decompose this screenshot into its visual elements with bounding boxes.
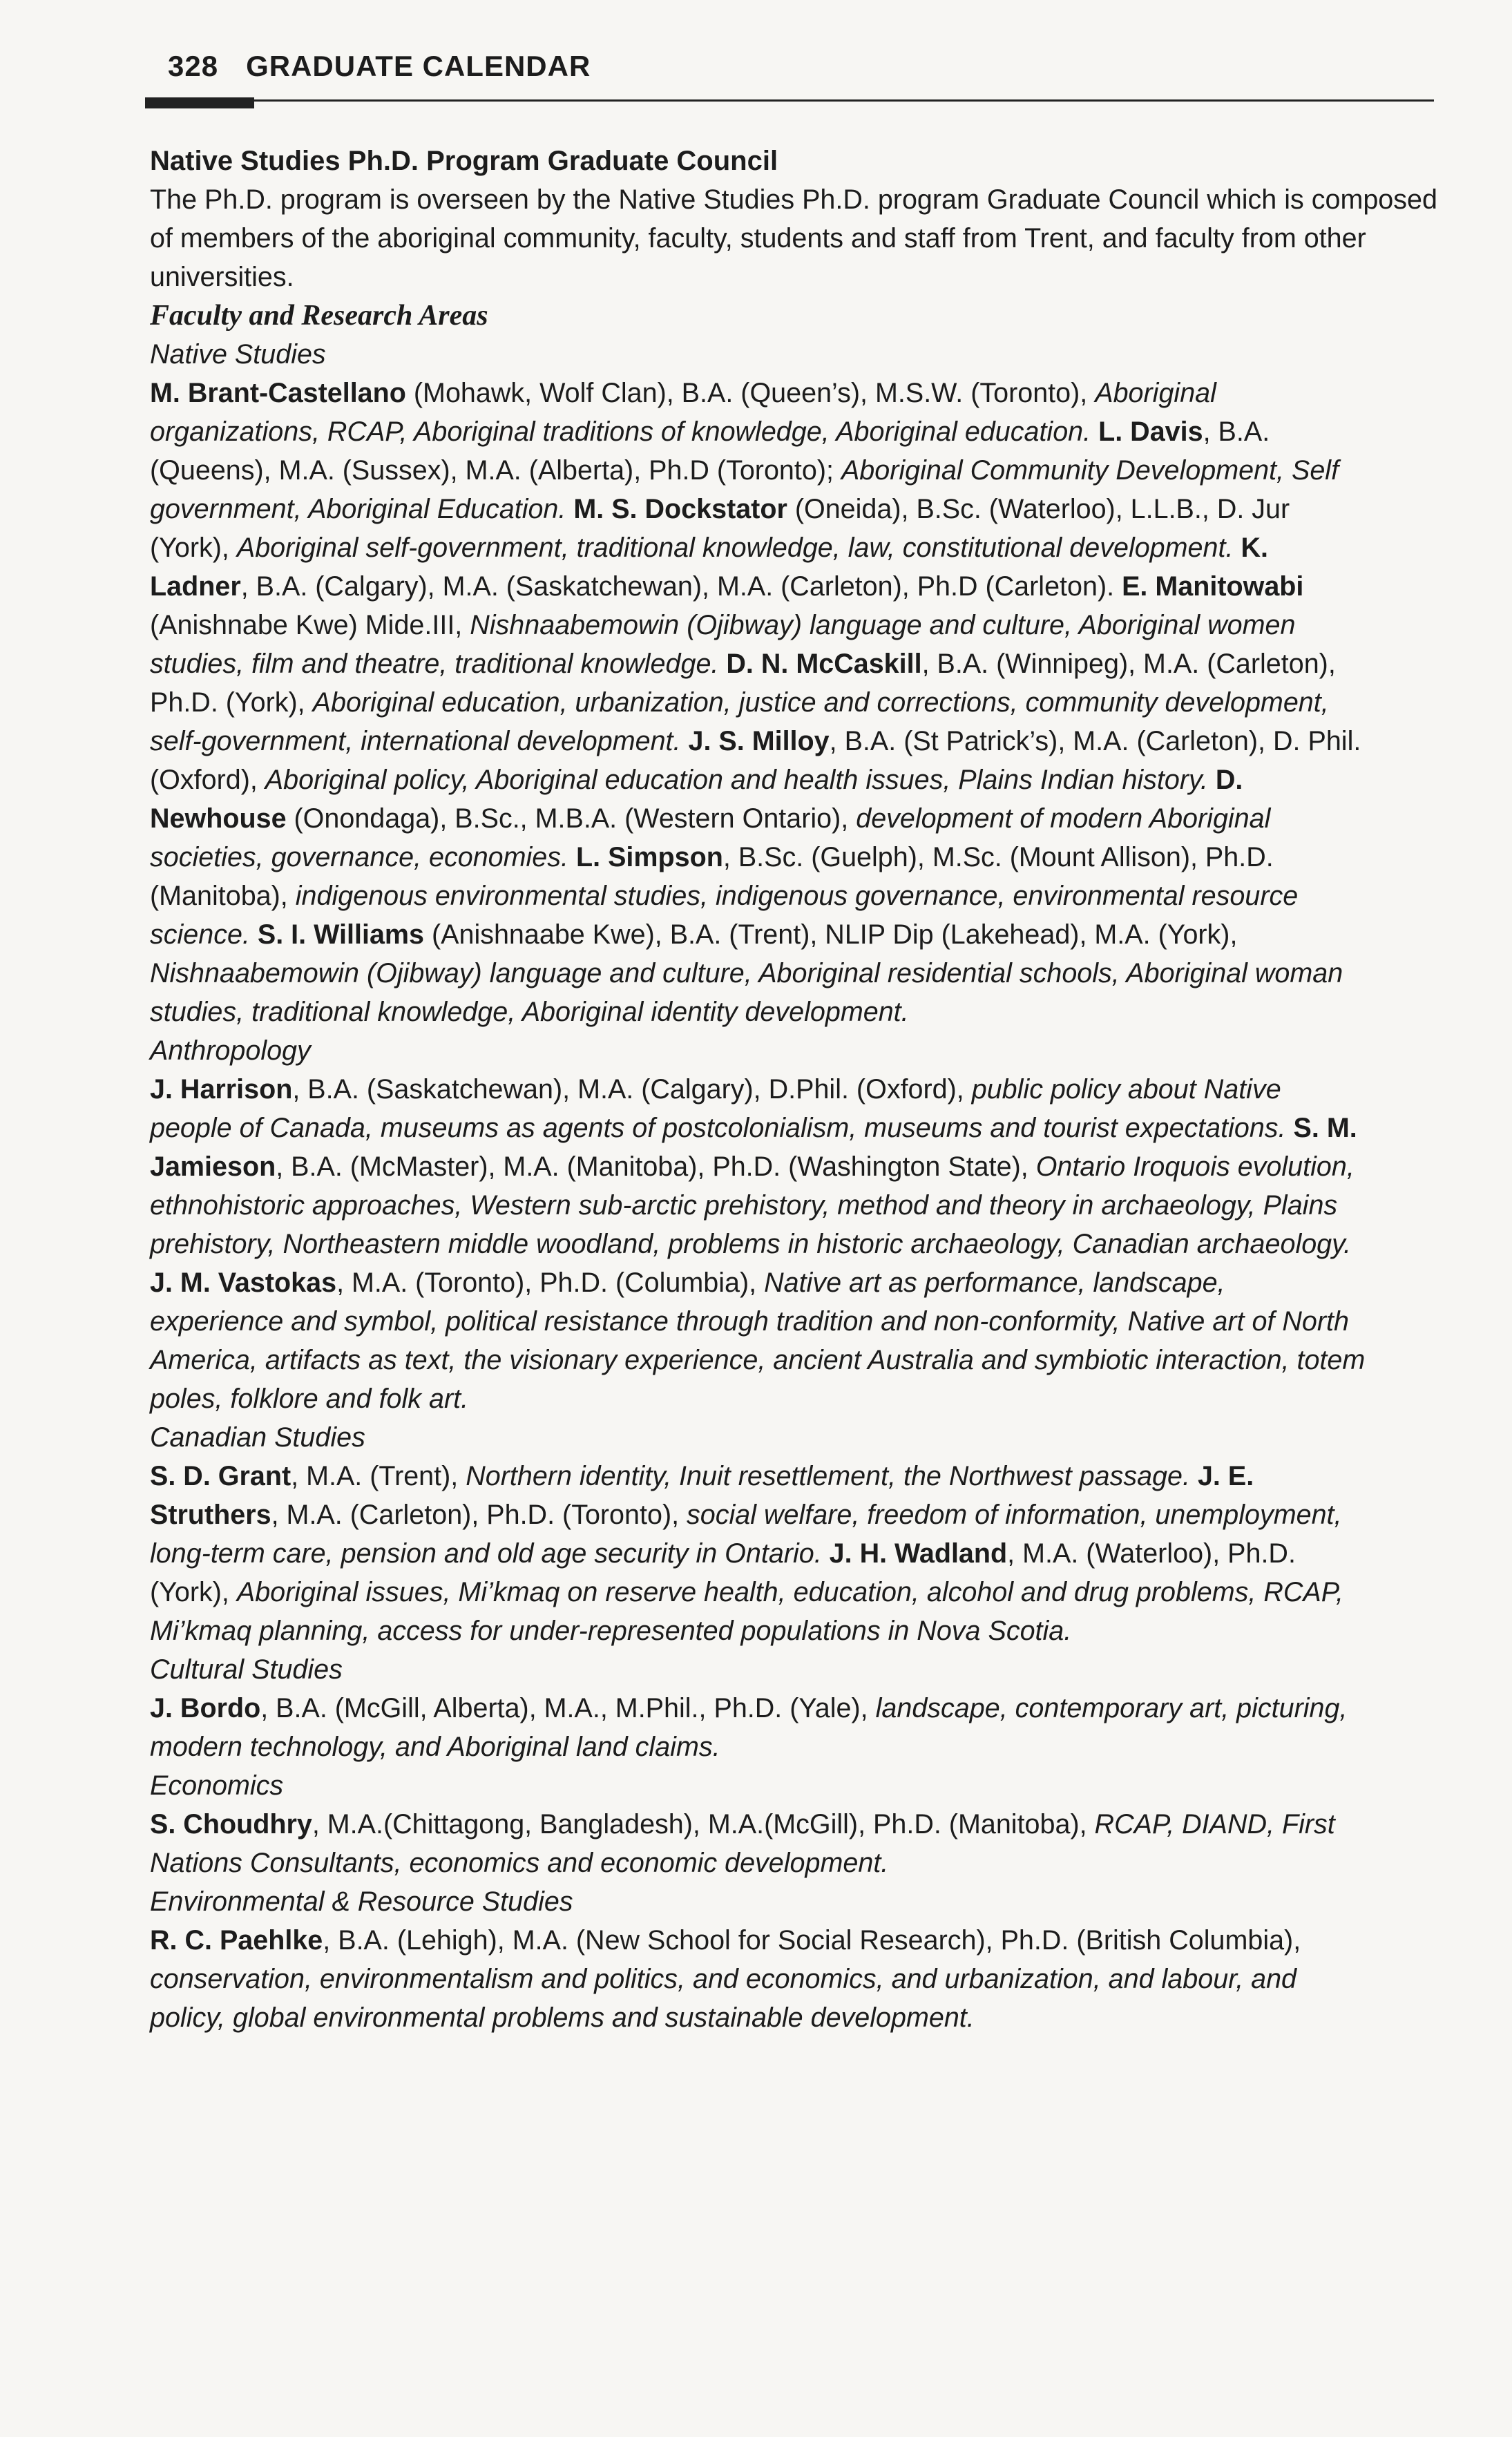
- faculty-interests: Aboriginal issues, Mi’kmaq on reserve health, education, alcohol and drug problems, RCAP, Mi’kmaq planning, access for under-represented populations in Nova Scotia.: [150, 1577, 1343, 1646]
- faculty-interests: Aboriginal organizations, RCAP, Aboriginal traditions of knowledge, Aboriginal education.: [150, 378, 1216, 447]
- faculty-interests: Nishnaabemowin (Ojibway) language and culture, Aboriginal residential schools, Aboriginal woman studies, traditional knowledge, Aboriginal identity development.: [150, 958, 1343, 1027]
- faculty-credentials: , B.A. (Winnipeg), M.A. (Carleton), Ph.D. (York),: [150, 649, 1336, 718]
- faculty-credentials: , M.A. (Trent),: [291, 1461, 466, 1491]
- faculty-name: E. Manitowabi: [1122, 571, 1304, 602]
- faculty-entry: [150, 919, 1343, 1027]
- faculty-name: J. H. Wadland: [829, 1538, 1008, 1569]
- faculty-name: J. Harrison: [150, 1074, 293, 1105]
- area-members: [150, 1689, 1366, 1766]
- page-number: 328: [168, 50, 219, 82]
- page-content: [150, 142, 1442, 2037]
- area-members: [150, 1070, 1366, 1418]
- faculty-name: R. C. Paehlke: [150, 1925, 323, 1956]
- area-title: Environmental & Resource Studies: [150, 1886, 573, 1917]
- area-title: Cultural Studies: [150, 1654, 343, 1685]
- header-rule-block: [145, 97, 254, 108]
- faculty-credentials: (Onondaga), B.Sc., M.B.A. (Western Ontario),: [286, 803, 857, 834]
- faculty-credentials: , B.A. (Saskatchewan), M.A. (Calgary), D.Phil. (Oxford),: [292, 1074, 972, 1105]
- faculty-credentials: (Oneida), B.Sc. (Waterloo), L.L.B., D. Jur (York),: [150, 494, 1290, 563]
- faculty-interests: Aboriginal education, urbanization, justice and corrections, community development, self-government, international development.: [150, 687, 1329, 756]
- faculty-name: S. Choudhry: [150, 1809, 312, 1839]
- area-title: Canadian Studies: [150, 1422, 365, 1453]
- faculty-credentials: (Anishnabe Kwe) Mide.III,: [150, 610, 470, 640]
- faculty-interests: conservation, environmentalism and politics, and economics, and urbanization, and labour, and policy, global environmental problems and sustainable development.: [150, 1964, 1297, 2033]
- faculty-credentials: , B.A. (Lehigh), M.A. (New School for Social Research), Ph.D. (British Columbia),: [323, 1925, 1301, 1956]
- faculty-entry: [150, 1809, 1335, 1878]
- faculty-name: M. S. Dockstator: [573, 494, 787, 524]
- area-title: Anthropology: [150, 1035, 311, 1066]
- faculty-name: K. Ladner: [150, 533, 1268, 602]
- running-head: [168, 50, 591, 83]
- faculty-interests: development of modern Aboriginal societies, governance, economies.: [150, 803, 1271, 872]
- faculty-entry: [150, 1693, 1347, 1762]
- faculty-name: D. N. McCaskill: [726, 649, 922, 679]
- faculty-credentials: (Mohawk, Wolf Clan), B.A. (Queen’s), M.S.W. (Toronto),: [405, 378, 1095, 408]
- faculty-name: S. I. Williams: [257, 919, 424, 950]
- area-members: [150, 1457, 1366, 1650]
- faculty-name: J. M. Vastokas: [150, 1268, 337, 1298]
- faculty-name: J. Bordo: [150, 1693, 261, 1723]
- faculty-credentials: , B.Sc. (Guelph), M.Sc. (Mount Allison), Ph.D. (Manitoba),: [150, 842, 1274, 911]
- faculty-name: L. Simpson: [576, 842, 723, 872]
- faculty-name: L. Davis: [1098, 417, 1203, 447]
- faculty-heading: Faculty and Research Areas: [150, 300, 488, 332]
- council-text: The Ph.D. program is overseen by the Native Studies Ph.D. program Graduate Council which is composed of members of the aboriginal community, faculty, students and staff from Trent, and faculty from other universities.: [150, 184, 1437, 292]
- faculty-credentials: , B.A. (St Patrick’s), M.A. (Carleton), D. Phil. (Oxford),: [150, 726, 1361, 795]
- faculty-interests: social welfare, freedom of information, unemployment, long-term care, pension and old age security in Ontario.: [150, 1500, 1342, 1569]
- faculty-name: S. D. Grant: [150, 1461, 291, 1491]
- faculty-credentials: , B.A. (McMaster), M.A. (Manitoba), Ph.D. (Washington State),: [276, 1151, 1036, 1182]
- faculty-credentials: , B.A. (McGill, Alberta), M.A., M.Phil., Ph.D. (Yale),: [260, 1693, 876, 1723]
- faculty-entry: [150, 1925, 1301, 2033]
- area-members: [150, 1805, 1366, 1882]
- area-title: Native Studies: [150, 339, 326, 370]
- faculty-credentials: , B.A. (Calgary), M.A. (Saskatchewan), M.A. (Carleton), Ph.D (Carleton).: [240, 571, 1115, 602]
- area-members: [150, 1921, 1366, 2037]
- running-title: GRADUATE CALENDAR: [246, 50, 591, 82]
- faculty-interests: Nishnaabemowin (Ojibway) language and culture, Aboriginal women studies, film and theatre, traditional knowledge.: [150, 610, 1296, 679]
- faculty-name: D. Newhouse: [150, 765, 1243, 834]
- faculty-interests: RCAP, DIAND, First Nations Consultants, economics and economic development.: [150, 1809, 1335, 1878]
- faculty-interests: public policy about Native people of Canada, museums as agents of postcolonialism, museums and tourist expectations.: [150, 1074, 1286, 1143]
- area-title: Economics: [150, 1770, 284, 1801]
- faculty-credentials: (Anishnaabe Kwe), B.A. (Trent), NLIP Dip (Lakehead), M.A. (York),: [424, 919, 1238, 950]
- faculty-credentials: , M.A. (Carleton), Ph.D. (Toronto),: [271, 1500, 687, 1530]
- faculty-credentials: , B.A. (Queens), M.A. (Sussex), M.A. (Alberta), Ph.D (Toronto);: [150, 417, 1270, 486]
- faculty-interests: Aboriginal self-government, traditional knowledge, law, constitutional development.: [236, 533, 1234, 563]
- faculty-credentials: , M.A.(Chittagong, Bangladesh), M.A.(McGill), Ph.D. (Manitoba),: [312, 1809, 1095, 1839]
- faculty-entry: [150, 378, 1216, 447]
- council-heading: Native Studies Ph.D. Program Graduate Council: [150, 146, 778, 176]
- faculty-name: J. E. Struthers: [150, 1461, 1254, 1530]
- faculty-interests: landscape, contemporary art, picturing, modern technology, and Aboriginal land claims.: [150, 1693, 1348, 1762]
- faculty-credentials: , M.A. (Toronto), Ph.D. (Columbia),: [336, 1268, 765, 1298]
- faculty-interests: Native art as performance, landscape, experience and symbol, political resistance through tradition and non-conformity, Native art of North America, artifacts as text, the visionary experience, ancient Australia and symbiotic interaction, totem poles, folklore and folk art.: [150, 1268, 1366, 1414]
- faculty-credentials: , M.A. (Waterloo), Ph.D. (York),: [150, 1538, 1296, 1607]
- faculty-name: J. S. Milloy: [688, 726, 830, 756]
- area-members: [150, 374, 1366, 1031]
- faculty-entry: [150, 1074, 1286, 1143]
- header-rule: [145, 99, 1434, 102]
- faculty-areas: [150, 335, 1442, 2037]
- faculty-name: S. M. Jamieson: [150, 1113, 1357, 1182]
- faculty-entry: [150, 1461, 1190, 1491]
- faculty-entry: [150, 1268, 1365, 1414]
- faculty-interests: Ontario Iroquois evolution, ethnohistoric approaches, Western sub-arctic prehistory, method and theory in archaeology, Plains prehistory, Northeastern middle woodland, problems in historic archaeology, Canadian archaeology.: [150, 1151, 1355, 1259]
- faculty-interests: Northern identity, Inuit resettlement, the Northwest passage.: [466, 1461, 1190, 1491]
- faculty-interests: Aboriginal policy, Aboriginal education and health issues, Plains Indian history.: [265, 765, 1208, 795]
- faculty-interests: indigenous environmental studies, indigenous governance, environmental resource science.: [150, 881, 1299, 950]
- faculty-name: M. Brant-Castellano: [150, 378, 406, 408]
- faculty-interests: Aboriginal Community Development, Self government, Aboriginal Education.: [150, 455, 1339, 524]
